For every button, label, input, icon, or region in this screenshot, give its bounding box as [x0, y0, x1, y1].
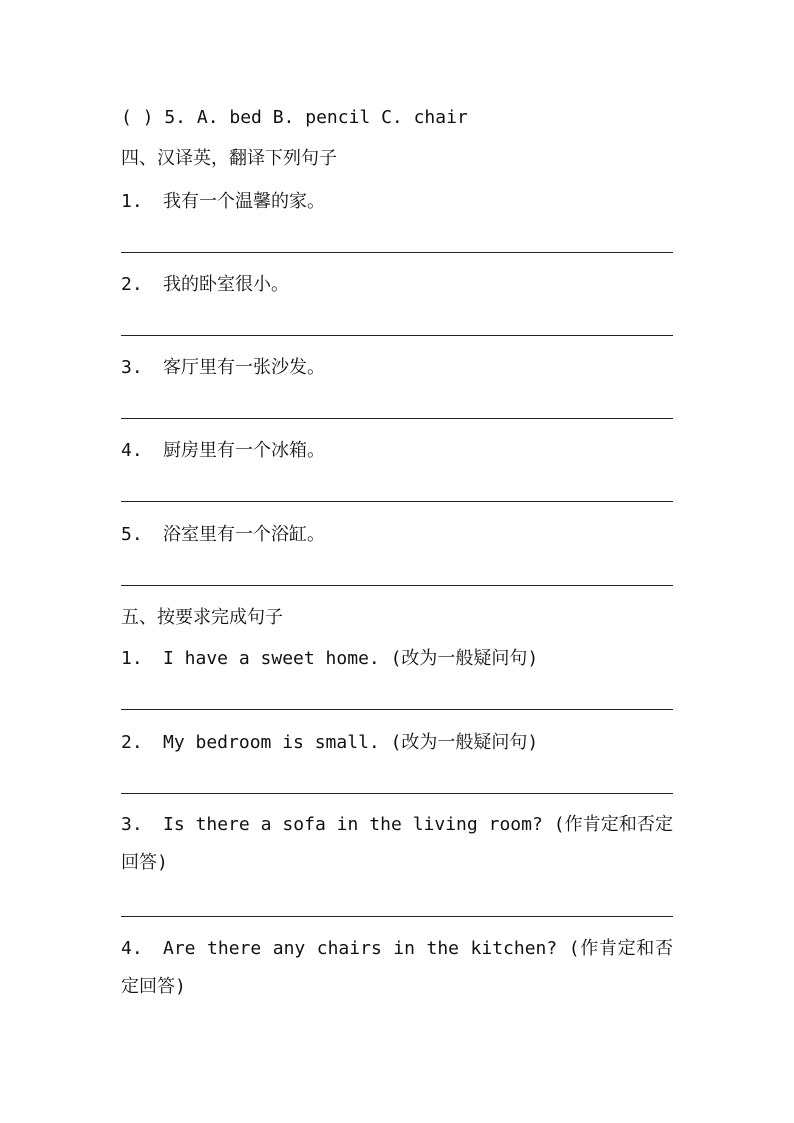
section-5-title: 五、按要求完成句子 [121, 607, 283, 628]
item-text: I have a sweet home. (改为一般疑问句) [163, 648, 539, 669]
item-number: 4. [121, 440, 143, 461]
multiple-choice-item-5: ( ) 5. A. bed B. pencil C. chair [121, 107, 468, 128]
item-text: Is there a sofa in the living room? (作肯定和否定回答) [121, 814, 673, 873]
item-number: 3. [121, 357, 143, 378]
answer-line-4-3 [121, 418, 673, 419]
item-text: 厨房里有一个冰箱。 [163, 440, 325, 461]
translation-item-4 [121, 439, 325, 463]
rewrite-item-2 [121, 731, 538, 755]
item-text: My bedroom is small. (改为一般疑问句) [163, 732, 539, 753]
answer-line-4-4 [121, 501, 673, 502]
item-number: 1. [121, 648, 143, 669]
item-text: 客厅里有一张沙发。 [163, 357, 325, 378]
item-number: 2. [121, 274, 143, 295]
answer-line-5-3 [121, 916, 673, 917]
item-number: 5. [121, 524, 143, 545]
rewrite-item-1 [121, 647, 538, 671]
rewrite-item-3 [121, 806, 673, 882]
item-number: 4. [121, 938, 143, 959]
answer-line-4-2 [121, 335, 673, 336]
item-text: Are there any chairs in the kitchen? (作肯定和否定回答) [121, 938, 673, 997]
item-text: 我的卧室很小。 [163, 274, 289, 295]
translation-item-2 [121, 273, 289, 297]
answer-line-4-5 [121, 585, 673, 586]
rewrite-item-4 [121, 930, 673, 1006]
translation-item-5 [121, 523, 325, 547]
section-4-title: 四、汉译英，翻译下列句子 [121, 148, 337, 169]
item-text: 浴室里有一个浴缸。 [163, 524, 325, 545]
answer-line-5-1 [121, 709, 673, 710]
item-number: 1. [121, 191, 143, 212]
answer-line-5-2 [121, 793, 673, 794]
translation-item-3 [121, 356, 325, 380]
item-text: 我有一个温馨的家。 [163, 191, 325, 212]
answer-line-4-1 [121, 252, 673, 253]
item-number: 3. [121, 814, 143, 835]
translation-item-1 [121, 190, 325, 214]
item-number: 2. [121, 732, 143, 753]
